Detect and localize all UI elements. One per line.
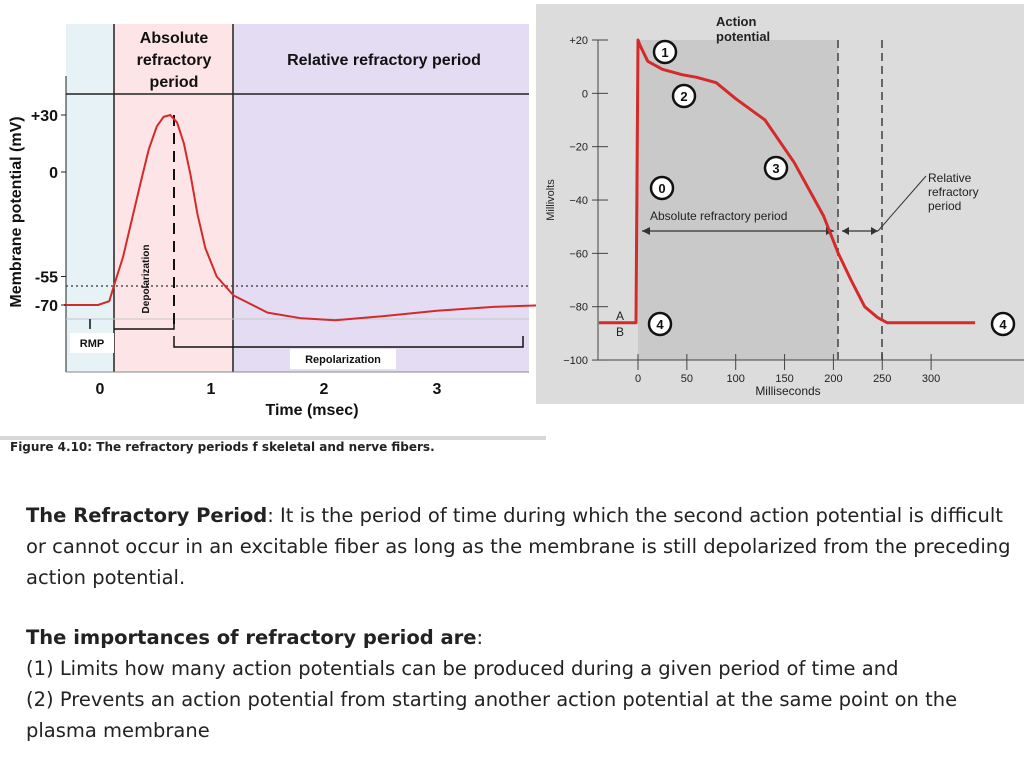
x-tick-label: 50 <box>680 373 693 385</box>
x-axis-title: Time (msec) <box>265 402 359 419</box>
rmp-label: RMP <box>79 338 105 350</box>
y-axis-title: Membrane potential (mV) <box>8 116 25 308</box>
absolute-region-label-line2: refractory <box>136 52 212 69</box>
absolute-region-label-line1: Absolute <box>139 30 209 47</box>
definition-paragraph <box>26 500 1016 593</box>
phase-label: 0 <box>658 181 666 196</box>
refractory-period-term: The Refractory Period <box>26 504 268 527</box>
relative-refractory-region <box>233 24 529 372</box>
marker-b-label: B <box>616 325 625 339</box>
phase-label: 2 <box>680 89 688 104</box>
importance-point-2: (2) Prevents an action potential from starting another action potential at the same point on the plasma membrane <box>26 688 958 742</box>
y-tick-label: -70 <box>34 298 58 315</box>
action-potential-label-line1: Action <box>716 14 757 29</box>
absolute-refractory-label: Absolute refractory period <box>650 209 788 223</box>
importance-heading <box>26 622 1016 653</box>
y-tick-label: −80 <box>569 301 588 314</box>
x-tick-label: 3 <box>432 381 442 398</box>
y-tick-label: -55 <box>34 269 58 287</box>
action-potential-label-line2: potential <box>716 29 771 44</box>
body-text <box>26 500 1016 746</box>
y-axis-title: Millivolts <box>545 179 557 221</box>
x-tick-label: 1 <box>206 381 216 398</box>
relative-refractory-label-line3: period <box>928 199 962 213</box>
paragraph-gap <box>26 593 1016 622</box>
x-tick-label: 300 <box>921 373 941 385</box>
relative-refractory-label-line1: Relative <box>928 171 972 185</box>
refractory-period-definition: : It is the period of time during which the second action potential is difficult or cannot occur in an excitable fiber as long as the membrane is still depolarized from the preceding action potential. <box>26 504 1011 589</box>
x-tick-label: 0 <box>634 373 642 385</box>
importance-heading-text: The importances of refractory period are <box>26 626 477 649</box>
x-tick-label: 0 <box>95 381 105 398</box>
x-tick-label: 200 <box>824 373 843 385</box>
importance-heading-colon: : <box>476 626 484 649</box>
relative-refractory-label-line2: refractory <box>928 185 979 199</box>
y-tick-label: 0 <box>581 88 588 101</box>
phase-label: 4 <box>999 317 1007 332</box>
relative-region-label: Relative refractory period <box>287 52 481 69</box>
x-tick-label: 150 <box>775 373 794 385</box>
phase-label: 3 <box>772 161 780 176</box>
x-axis-title: Milliseconds <box>755 384 821 398</box>
x-tick-label: 100 <box>726 373 745 385</box>
y-tick-label: +20 <box>569 35 588 47</box>
repolarization-label: Repolarization <box>305 354 381 366</box>
marker-a-label: A <box>616 309 625 323</box>
y-tick-label: −20 <box>569 141 588 154</box>
phase-label: 4 <box>656 317 664 332</box>
action-potential-shaded-region <box>638 40 838 360</box>
y-tick-label: −40 <box>569 195 588 208</box>
x-tick-label: 250 <box>873 373 892 385</box>
figure-caption: Figure 4.10: The refractory periods f skeletal and nerve fibers. <box>10 440 435 454</box>
y-tick-label: +30 <box>30 108 58 125</box>
x-tick-label: 2 <box>319 381 329 398</box>
absolute-region-label-line3: period <box>149 74 199 91</box>
y-tick-label: −60 <box>569 248 588 261</box>
depolarization-label: Depolarization <box>141 244 152 314</box>
y-tick-label: −100 <box>563 355 588 368</box>
importance-point-1: (1) Limits how many action potentials can be produced during a given period of time and <box>26 657 899 680</box>
phase-label: 1 <box>661 45 669 60</box>
y-tick-label: 0 <box>49 165 58 182</box>
cardiac-action-potential-chart <box>536 4 1024 404</box>
skeletal-nerve-refractory-chart <box>0 0 546 430</box>
